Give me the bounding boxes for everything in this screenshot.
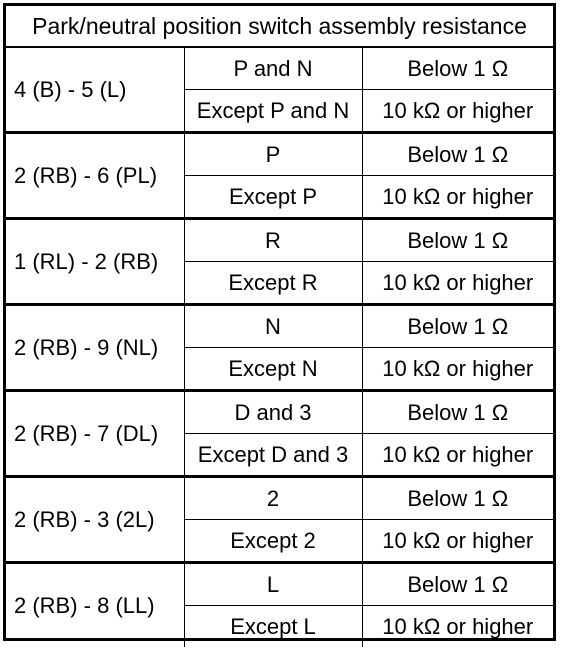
condition-cell: N (184, 305, 362, 348)
condition-cell: L (184, 563, 362, 606)
terminal-cell: 2 (RB) - 6 (PL) (6, 133, 184, 219)
result-cell: 10 kΩ or higher (362, 606, 553, 648)
terminal-cell: 2 (RB) - 8 (LL) (6, 563, 184, 648)
condition-cell: Except N (184, 348, 362, 391)
result-cell: 10 kΩ or higher (362, 262, 553, 305)
table-row (6, 305, 553, 348)
resistance-table (6, 6, 553, 647)
terminal-cell: 2 (RB) - 3 (2L) (6, 477, 184, 563)
result-cell: 10 kΩ or higher (362, 90, 553, 133)
table-row (6, 477, 553, 520)
terminal-cell: 2 (RB) - 7 (DL) (6, 391, 184, 477)
table-row (6, 133, 553, 176)
result-cell: Below 1 Ω (362, 305, 553, 348)
result-cell: Below 1 Ω (362, 563, 553, 606)
title-row (6, 6, 553, 47)
condition-cell: D and 3 (184, 391, 362, 434)
result-cell: 10 kΩ or higher (362, 348, 553, 391)
table-row (6, 47, 553, 90)
terminal-cell: 2 (RB) - 9 (NL) (6, 305, 184, 391)
condition-cell: Except P and N (184, 90, 362, 133)
condition-cell: P (184, 133, 362, 176)
result-cell: Below 1 Ω (362, 391, 553, 434)
condition-cell: P and N (184, 47, 362, 90)
result-cell: 10 kΩ or higher (362, 520, 553, 563)
condition-cell: R (184, 219, 362, 262)
table-row (6, 219, 553, 262)
result-cell: 10 kΩ or higher (362, 434, 553, 477)
condition-cell: Except D and 3 (184, 434, 362, 477)
condition-cell: Except R (184, 262, 362, 305)
condition-cell: Except L (184, 606, 362, 648)
result-cell: 10 kΩ or higher (362, 176, 553, 219)
result-cell: Below 1 Ω (362, 47, 553, 90)
result-cell: Below 1 Ω (362, 477, 553, 520)
table-title: Park/neutral position switch assembly resistance (6, 6, 553, 47)
result-cell: Below 1 Ω (362, 133, 553, 176)
result-cell: Below 1 Ω (362, 219, 553, 262)
terminal-cell: 1 (RL) - 2 (RB) (6, 219, 184, 305)
condition-cell: Except P (184, 176, 362, 219)
table-row (6, 563, 553, 606)
condition-cell: 2 (184, 477, 362, 520)
condition-cell: Except 2 (184, 520, 362, 563)
table-row (6, 391, 553, 434)
terminal-cell: 4 (B) - 5 (L) (6, 47, 184, 133)
